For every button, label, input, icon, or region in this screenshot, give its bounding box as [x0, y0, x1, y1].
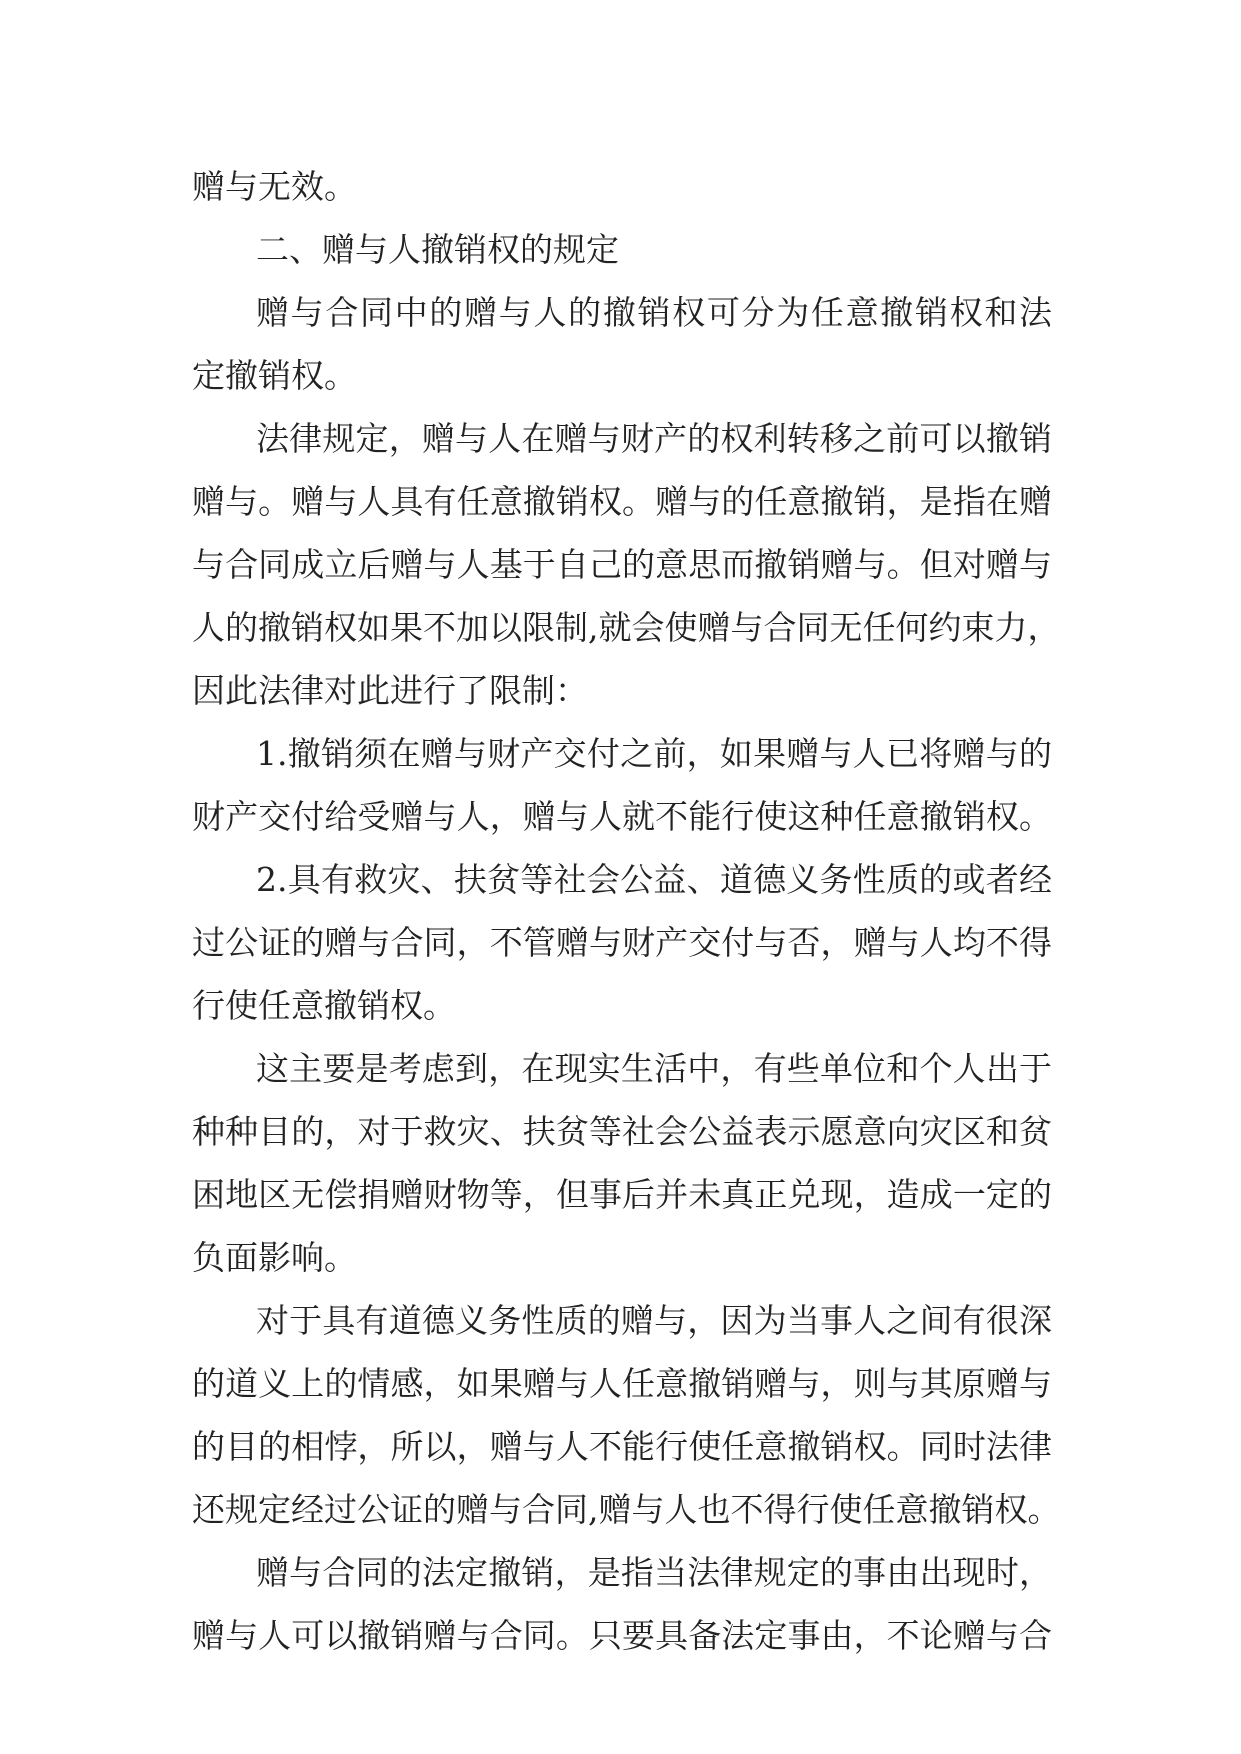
text-line: 困地区无偿捐赠财物等，但事后并未真正兑现，造成一定的	[192, 1175, 1052, 1214]
text-line: 的道义上的情感，如果赠与人任意撤销赠与，则与其原赠与	[192, 1364, 1052, 1403]
text-line: 的目的相悖，所以，赠与人不能行使任意撤销权。同时法律	[192, 1427, 1052, 1466]
text-line: 对于具有道德义务性质的赠与，因为当事人之间有很深	[256, 1301, 1052, 1340]
text-line: 人的撤销权如果不加以限制,就会使赠与合同无任何约束力，	[192, 608, 1061, 647]
text-line: 赠与人可以撤销赠与合同。只要具备法定事由，不论赠与合	[192, 1616, 1052, 1655]
text-line: 财产交付给受赠与人，赠与人就不能行使这种任意撤销权。	[192, 797, 1052, 836]
text-line: 定撤销权。	[192, 356, 357, 395]
text-line: 赠与。赠与人具有任意撤销权。赠与的任意撤销，是指在赠	[192, 482, 1052, 521]
text-line: 种种目的，对于救灾、扶贫等社会公益表示愿意向灾区和贫	[192, 1112, 1052, 1151]
text-line: 负面影响。	[192, 1238, 357, 1277]
text-line: 这主要是考虑到，在现实生活中，有些单位和个人出于	[256, 1049, 1052, 1088]
text-line: 法律规定，赠与人在赠与财产的权利转移之前可以撤销	[256, 419, 1052, 458]
text-line: 因此法律对此进行了限制：	[192, 671, 588, 710]
text-line: 行使任意撤销权。	[192, 986, 456, 1025]
text-line: 与合同成立后赠与人基于自己的意思而撤销赠与。但对赠与	[192, 545, 1052, 584]
text-line: 赠与合同的法定撤销，是指当法律规定的事由出现时，	[256, 1553, 1052, 1592]
text-line: 1.撤销须在赠与财产交付之前，如果赠与人已将赠与的	[256, 734, 1052, 773]
text-line: 过公证的赠与合同，不管赠与财产交付与否，赠与人均不得	[192, 923, 1052, 962]
section-heading: 二、赠与人撤销权的规定	[256, 230, 619, 269]
text-line: 还规定经过公证的赠与合同,赠与人也不得行使任意撤销权。	[192, 1490, 1061, 1529]
text-line: 赠与合同中的赠与人的撤销权可分为任意撤销权和法	[256, 293, 1052, 332]
text-line: 赠与无效。	[192, 167, 357, 206]
text-line: 2.具有救灾、扶贫等社会公益、道德义务性质的或者经	[256, 860, 1052, 899]
